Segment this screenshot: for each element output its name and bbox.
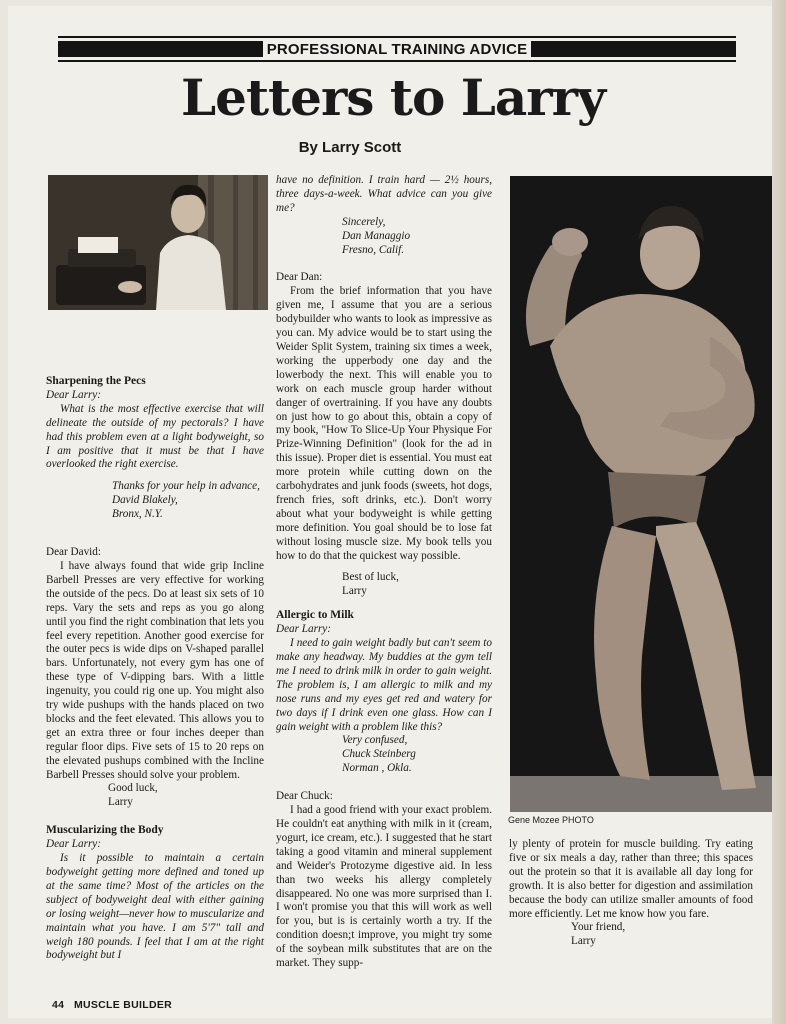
column-left (46, 375, 264, 963)
reply-body: I have always found that wide grip Incline Barbell Presses are very effective for working the outside of the pecs. Do at least six sets of 10 reps. Vary the sets and reps as you go along until you find the right combination that lets you feel every repetition. Another good exercise for the outer pecs is wide dips on V-shaped parallel bars. Unfortunately, not every gym has one of these type of V-dipping bars. With a little ingenuity, you could rig one up. You might also try wide pushups with the hands placed on two blocks and the feet elevated. This allows you to get an extra three or four inches deeper than regular floor dips. Five sets of 15 to 20 reps on the elevated pushups combined with the Incline Barbell Presses should solve your problem. (46, 559, 264, 781)
bodybuilder-photo (510, 176, 772, 812)
letter-signoff: Very confused, (342, 734, 408, 747)
letter-body: I need to gain weight badly but can't seem to make any headway. My buddies at the gym tell me I need to drink milk in order to gain weight. The problem is, I am allergic to milk and my nose runs and my eyes get red and watery for two days if I drink even one glass. How can I gain weight with a problem like this? (276, 637, 492, 733)
reply-body-continued: ly plenty of protein for muscle building. Try eating five or six meals a day, rather than three; this spaces out the protein so that it is available all day long for growth. It is also better for digestion and assimilation because the body can utilize smaller amounts of food more efficiently. Let me know how you fare. (509, 838, 753, 920)
article-title: Letters to Larry (180, 68, 605, 127)
column-right (509, 838, 753, 949)
page-footer (52, 999, 172, 1011)
page-edge (772, 0, 786, 1024)
letter-location: Norman , Okla. (342, 762, 412, 775)
photo-credit: Gene Mozee PHOTO (508, 815, 594, 825)
section-banner (58, 36, 736, 62)
reply-close: Good luck, (108, 782, 158, 795)
letter-signoff: Sincerely, (342, 215, 386, 228)
reply-salutation: Dear David: (46, 546, 101, 559)
author-typewriter-photo (48, 175, 268, 310)
letter-signer: Dan Managgio (342, 229, 411, 242)
letter-body: Is it possible to maintain a certain bodyweight getting more defined and toned up at the same time? Most of the articles on the subject of bodyweight deal with either gaining or losing weight—never how to muscularize and maintain what you have. I am 5'7" tall and weigh 180 pounds. I feel that I am at the right bodyweight but I (46, 852, 264, 962)
reply-salutation: Dear Chuck: (276, 790, 333, 803)
letter-signer: Chuck Steinberg (342, 748, 416, 761)
letter-signer: David Blakely, (112, 494, 178, 507)
reply-name: Larry (108, 796, 133, 809)
heading-muscularizing-body: Muscularizing the Body (46, 824, 164, 837)
byline: By Larry Scott (298, 139, 402, 156)
page-number: 44 (52, 999, 65, 1011)
reply-body: I had a good friend with your exact problem. He couldn't eat anything with milk in it (cream, yogurt, ice cream, etc.). I suggested that he start taking a good vitamin and mineral supplement and Weider's Protozyme digestive aid. In less than two weeks his allergy completely disappeared. No one was more surprised than I. I won't promise you that this will work as well for you, but is is certainly worth a try. If the condition doesn;t improve, you might try some of the soybean milk substitutes that are on the market. They supp- (276, 804, 492, 970)
reply-name: Larry (571, 935, 596, 948)
heading-allergic-milk: Allergic to Milk (276, 609, 354, 622)
reply-name: Larry (342, 585, 367, 598)
letter-salutation: Dear Larry: (276, 623, 332, 636)
letter-body: What is the most effective exercise that will delineate the outside of my pectorals? I have had this problem even at a light bodyweight, so I am positive that it must be that I have overlooked the right exercise. (46, 402, 264, 471)
reply-close: Best of luck, (342, 571, 399, 584)
letter-salutation: Dear Larry: (46, 838, 102, 851)
magazine-name: MUSCLE BUILDER (73, 999, 173, 1011)
reply-salutation: Dear Dan: (276, 271, 323, 284)
letter-signoff: Thanks for your help in advance, (112, 480, 260, 493)
column-middle (276, 174, 492, 971)
letter-location: Bronx, N.Y. (112, 508, 163, 521)
section-banner-label: PROFESSIONAL TRAINING ADVICE (263, 41, 532, 58)
heading-sharpening-pecs: Sharpening the Pecs (46, 375, 146, 387)
letter-body-continued: have no definition. I train hard — 2½ hours, three days-a-week. What advice can you give me? (276, 174, 492, 214)
reply-body: From the brief information that you have given me, I assume that you are a serious bodybuilder who wants to look as impressive as you can. My advice would be to start using the Weider Split System, training six times a week, working the upperbody one day and the lowerbody the next. This will enable you to work on each muscle group harder without danger of overtraining. If you have any doubts on just how to go about this, obtain a copy of my book, "How To Slice-Up Your Physique For Prize-Winning Definition" (look for the ad in this issue). Proper diet is essential. You must eat more protein while cutting down on the carbohydrates and junk foods (sweets, hot dogs, french fries, soft drinks, etc.). Don't worry about what your bodyweight is while getting more definition. You goal should be to lose fat without losing muscle size. My book tells you how to do that the quickest way possible. (276, 285, 492, 562)
letter-salutation: Dear Larry: (46, 388, 102, 401)
letter-location: Fresno, Calif. (342, 243, 405, 256)
reply-close: Your friend, (571, 921, 626, 934)
